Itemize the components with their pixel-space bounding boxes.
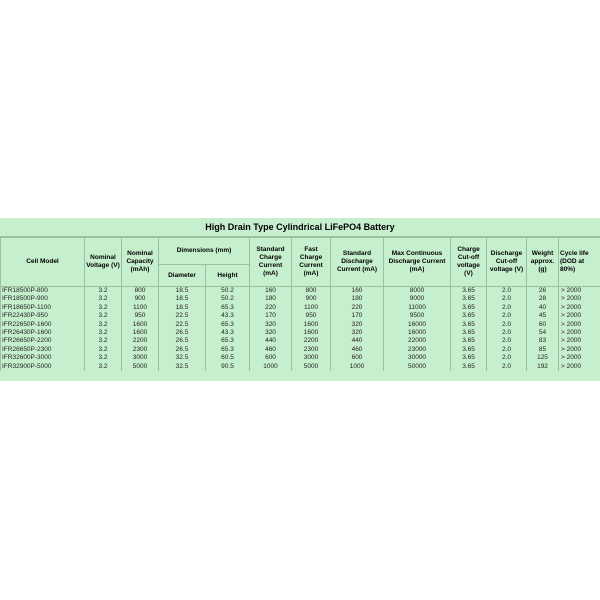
table-cell: 3000 — [122, 354, 159, 362]
table-cell: 16000 — [384, 329, 451, 337]
table-cell: 26.5 — [159, 329, 206, 337]
table-cell: 50000 — [384, 363, 451, 371]
battery-spec-sheet — [0, 218, 600, 381]
table-cell: 2.0 — [487, 295, 527, 303]
cell-model-value: IFR32900P-5000 — [1, 363, 85, 371]
table-cell: 83 — [527, 337, 559, 345]
table-cell: 3.65 — [451, 304, 487, 312]
table-cell: 8000 — [384, 287, 451, 296]
table-cell: 2.0 — [487, 346, 527, 354]
table-cell: 26.5 — [159, 346, 206, 354]
table-cell: 1100 — [122, 304, 159, 312]
table-cell: 3.2 — [85, 346, 122, 354]
table-row — [1, 337, 600, 345]
table-cell: 220 — [250, 304, 292, 312]
cell-model-value: IFR32600P-3000 — [1, 354, 85, 362]
table-cell: 1100 — [292, 304, 331, 312]
table-cell: 3.65 — [451, 295, 487, 303]
header-fast-charge: Fast Charge Current (mA) — [292, 238, 331, 287]
header-discharge-cutoff: Discharge Cut-off voltage (V) — [487, 238, 527, 287]
table-cell: 9500 — [384, 312, 451, 320]
table-cell: 600 — [250, 354, 292, 362]
table-cell: 1600 — [122, 321, 159, 329]
table-cell: 3.65 — [451, 337, 487, 345]
table-cell: 440 — [250, 337, 292, 345]
table-cell: 800 — [292, 287, 331, 296]
table-cell: 2200 — [292, 337, 331, 345]
table-cell: 3000 — [292, 354, 331, 362]
table-cell: 65.3 — [206, 346, 250, 354]
table-cell: 65.3 — [206, 321, 250, 329]
header-standard-discharge: Standard Discharge Current (mA) — [331, 238, 384, 287]
cell-model-value: IFR22650P-1600 — [1, 321, 85, 329]
table-cell: 460 — [331, 346, 384, 354]
table-cell: 1600 — [122, 329, 159, 337]
table-cell: 180 — [250, 295, 292, 303]
header-standard-charge: Standard Charge Current (mA) — [250, 238, 292, 287]
table-cell: 950 — [292, 312, 331, 320]
table-cell: 3.65 — [451, 363, 487, 371]
table-cell: 180 — [331, 295, 384, 303]
table-cell: 60.5 — [206, 354, 250, 362]
table-cell: 28 — [527, 295, 559, 303]
table-cell: 2.0 — [487, 329, 527, 337]
table-row — [1, 312, 600, 320]
table-cell: > 2000 — [559, 346, 600, 354]
table-cell: 5000 — [122, 363, 159, 371]
header-height: Height — [206, 265, 250, 287]
table-cell: 160 — [331, 287, 384, 296]
table-cell: 900 — [292, 295, 331, 303]
table-cell: 18.5 — [159, 295, 206, 303]
header-dimensions: Dimensions (mm) — [159, 238, 250, 265]
table-cell: 18.5 — [159, 304, 206, 312]
table-cell: 11000 — [384, 304, 451, 312]
table-cell: 3.2 — [85, 295, 122, 303]
table-cell: 460 — [250, 346, 292, 354]
table-cell: 3.2 — [85, 287, 122, 296]
table-cell: 32.5 — [159, 354, 206, 362]
table-cell: 18.5 — [159, 287, 206, 296]
table-cell: 192 — [527, 363, 559, 371]
table-cell: 3.2 — [85, 312, 122, 320]
table-cell: 320 — [331, 329, 384, 337]
table-cell: 45 — [527, 312, 559, 320]
table-cell: 30000 — [384, 354, 451, 362]
table-cell: 26 — [527, 287, 559, 296]
table-cell: 60 — [527, 321, 559, 329]
cell-model-value: IFR26650P-2300 — [1, 346, 85, 354]
table-cell: > 2000 — [559, 337, 600, 345]
table-cell: 3.2 — [85, 304, 122, 312]
table-cell: 40 — [527, 304, 559, 312]
cell-model-value: IFR22430P-950 — [1, 312, 85, 320]
table-cell: 950 — [122, 312, 159, 320]
table-row — [1, 295, 600, 303]
table-cell: 2.0 — [487, 354, 527, 362]
spec-table — [0, 237, 600, 371]
table-title: High Drain Type Cylindrical LiFePO4 Battery — [0, 218, 600, 237]
cell-model-value: IFR26650P-2200 — [1, 337, 85, 345]
table-cell: 600 — [331, 354, 384, 362]
table-cell: > 2000 — [559, 295, 600, 303]
header-cell-model: Cell Model — [1, 238, 85, 287]
table-cell: > 2000 — [559, 304, 600, 312]
table-cell: 2.0 — [487, 312, 527, 320]
table-row — [1, 287, 600, 296]
table-cell: 3.65 — [451, 329, 487, 337]
table-cell: 440 — [331, 337, 384, 345]
table-cell: 2.0 — [487, 337, 527, 345]
table-row — [1, 329, 600, 337]
table-cell: 22.5 — [159, 312, 206, 320]
table-row — [1, 304, 600, 312]
table-cell: 320 — [331, 321, 384, 329]
table-cell: 800 — [122, 287, 159, 296]
header-weight: Weight approx. (g) — [527, 238, 559, 287]
header-max-discharge: Max Continuous Discharge Current (mA) — [384, 238, 451, 287]
table-cell: 2.0 — [487, 363, 527, 371]
table-cell: 3.65 — [451, 354, 487, 362]
table-cell: 54 — [527, 329, 559, 337]
cell-model-value: IFR18500P-800 — [1, 287, 85, 296]
table-cell: 2.0 — [487, 304, 527, 312]
table-cell: 220 — [331, 304, 384, 312]
table-cell: 170 — [331, 312, 384, 320]
table-cell: 320 — [250, 321, 292, 329]
table-cell: 50.2 — [206, 287, 250, 296]
table-cell: 170 — [250, 312, 292, 320]
table-cell: 1600 — [292, 329, 331, 337]
table-cell: 65.3 — [206, 304, 250, 312]
table-cell: 65.3 — [206, 337, 250, 345]
table-cell: 3.65 — [451, 312, 487, 320]
table-cell: > 2000 — [559, 287, 600, 296]
table-cell: 1000 — [250, 363, 292, 371]
header-nominal-capacity: Nominal Capacity (mAh) — [122, 238, 159, 287]
table-cell: 125 — [527, 354, 559, 362]
table-cell: 9000 — [384, 295, 451, 303]
table-row — [1, 321, 600, 329]
table-cell: > 2000 — [559, 312, 600, 320]
table-cell: 22000 — [384, 337, 451, 345]
table-cell: 90.5 — [206, 363, 250, 371]
table-cell: 3.65 — [451, 321, 487, 329]
table-cell: 22.5 — [159, 321, 206, 329]
table-cell: 32.5 — [159, 363, 206, 371]
cell-model-value: IFR18500P-900 — [1, 295, 85, 303]
table-cell: 3.2 — [85, 321, 122, 329]
table-cell: 3.65 — [451, 346, 487, 354]
table-cell: 5000 — [292, 363, 331, 371]
cell-model-value: IFR18650P-1100 — [1, 304, 85, 312]
header-charge-cutoff: Charge Cut-off voltage (V) — [451, 238, 487, 287]
table-cell: 43.3 — [206, 329, 250, 337]
table-cell: 3.2 — [85, 354, 122, 362]
table-row — [1, 354, 600, 362]
table-row — [1, 363, 600, 371]
table-cell: 1600 — [292, 321, 331, 329]
table-cell: 2300 — [292, 346, 331, 354]
table-cell: 160 — [250, 287, 292, 296]
table-cell: 3.65 — [451, 287, 487, 296]
table-cell: 43.3 — [206, 312, 250, 320]
header-cycle-life: Cycle life (DOD at 80%) — [559, 238, 600, 287]
table-cell: > 2000 — [559, 321, 600, 329]
table-cell: 50.2 — [206, 295, 250, 303]
table-cell: 2.0 — [487, 287, 527, 296]
table-cell: 26.5 — [159, 337, 206, 345]
table-cell: 1000 — [331, 363, 384, 371]
table-cell: 2.0 — [487, 321, 527, 329]
table-cell: > 2000 — [559, 363, 600, 371]
header-diameter: Diameter — [159, 265, 206, 287]
table-cell: > 2000 — [559, 329, 600, 337]
table-cell: 3.2 — [85, 337, 122, 345]
table-cell: 85 — [527, 346, 559, 354]
table-row — [1, 346, 600, 354]
table-cell: > 2000 — [559, 354, 600, 362]
table-cell: 16000 — [384, 321, 451, 329]
table-cell: 2200 — [122, 337, 159, 345]
table-cell: 3.2 — [85, 329, 122, 337]
table-cell: 23000 — [384, 346, 451, 354]
table-cell: 320 — [250, 329, 292, 337]
cell-model-value: IFR26430P-1600 — [1, 329, 85, 337]
table-cell: 900 — [122, 295, 159, 303]
header-nominal-voltage: Nominal Voltage (V) — [85, 238, 122, 287]
table-cell: 3.2 — [85, 363, 122, 371]
table-cell: 2300 — [122, 346, 159, 354]
